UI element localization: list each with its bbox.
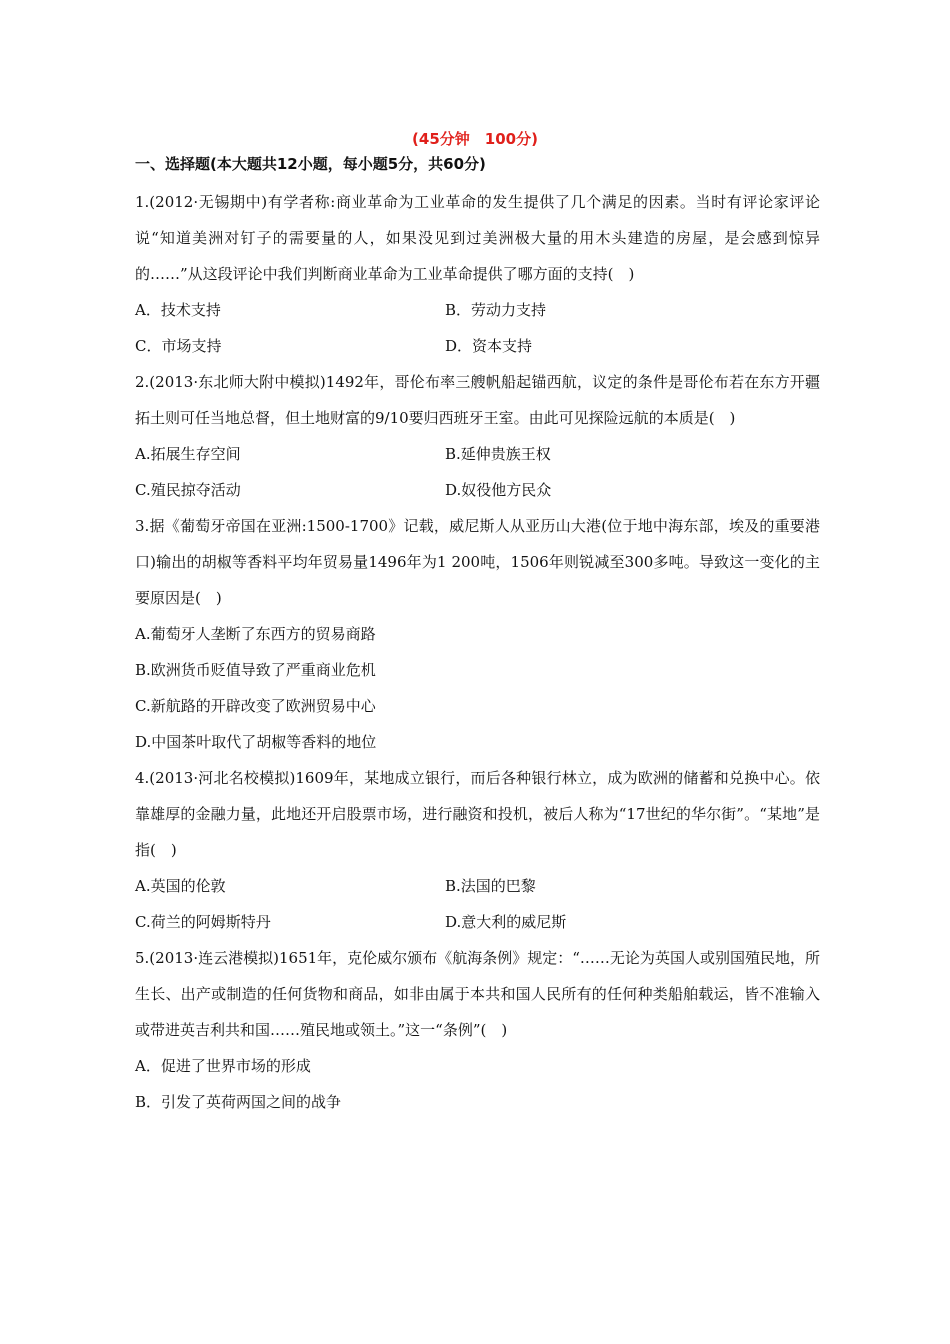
question-3 bbox=[135, 508, 820, 760]
option-c: C.荷兰的阿姆斯特丹 bbox=[135, 913, 271, 931]
option-c: C．市场支持 bbox=[135, 337, 222, 355]
question-options bbox=[135, 292, 820, 364]
option-a: A．技术支持 bbox=[135, 301, 221, 319]
option-a: A.英国的伦敦 bbox=[135, 877, 226, 895]
option-d: D．资本支持 bbox=[445, 337, 533, 355]
question-4 bbox=[135, 760, 820, 940]
question-options bbox=[135, 436, 820, 508]
question-options bbox=[135, 616, 820, 760]
question-1 bbox=[135, 184, 820, 364]
exam-time-score: (45分钟 100分) bbox=[412, 130, 538, 148]
question-options bbox=[135, 1048, 820, 1120]
option-b: B．劳动力支持 bbox=[445, 301, 547, 319]
question-stem: 1.(2012·无锡期中)有学者称:商业革命为工业革命的发生提供了几个满足的因素。当时有评论家评论说“知道美洲对钉子的需要量的人，如果没见到过美洲极大量的用木头建造的房屋，是会感到惊异的……”从这段评论中我们判断商业革命为工业革命提供了哪方面的支持( ) bbox=[135, 193, 820, 283]
option-b: B.法国的巴黎 bbox=[445, 877, 536, 895]
option-a: A.拓展生存空间 bbox=[135, 445, 241, 463]
option-c: C.新航路的开辟改变了欧洲贸易中心 bbox=[135, 697, 376, 715]
option-a: A．促进了世界市场的形成 bbox=[135, 1057, 311, 1075]
question-list bbox=[135, 184, 820, 1120]
question-5 bbox=[135, 940, 820, 1120]
section-heading: 一、选择题(本大题共12小题，每小题5分，共60分) bbox=[135, 155, 486, 173]
option-b: B.欧洲货币贬值导致了严重商业危机 bbox=[135, 661, 376, 679]
question-stem: 2.(2013·东北师大附中模拟)1492年，哥伦布率三艘帆船起锚西航，议定的条件是哥伦布若在东方开疆拓土则可任当地总督，但土地财富的9/10要归西班牙王室。由此可见探险远航的本质是( ) bbox=[135, 373, 820, 427]
question-stem: 3.据《葡萄牙帝国在亚洲:1500-1700》记载，威尼斯人从亚历山大港(位于地中海东部，埃及的重要港口)输出的胡椒等香料平均年贸易量1496年为1 200吨，1506年则锐减至300多吨。导致这一变化的主要原因是( ) bbox=[135, 517, 820, 607]
option-c: C.殖民掠夺活动 bbox=[135, 481, 241, 499]
option-b: B.延伸贵族王权 bbox=[445, 445, 551, 463]
question-2 bbox=[135, 364, 820, 508]
option-d: D.意大利的威尼斯 bbox=[445, 913, 567, 931]
option-d: D.奴役他方民众 bbox=[445, 481, 552, 499]
question-options bbox=[135, 868, 820, 940]
question-stem: 5.(2013·连云港模拟)1651年，克伦威尔颁布《航海条例》规定：“……无论为英国人或别国殖民地，所生长、出产或制造的任何货物和商品，如非由属于本共和国人民所有的任何种类船舶载运，皆不准输入或带进英吉利共和国……殖民地或领土。”这一“条例”( ) bbox=[135, 949, 820, 1039]
option-d: D.中国茶叶取代了胡椒等香料的地位 bbox=[135, 733, 377, 751]
option-a: A.葡萄牙人垄断了东西方的贸易商路 bbox=[135, 625, 376, 643]
question-stem: 4.(2013·河北名校模拟)1609年，某地成立银行，而后各种银行林立，成为欧洲的储蓄和兑换中心。依靠雄厚的金融力量，此地还开启股票市场，进行融资和投机，被后人称为“17世纪的华尔街”。“某地”是指( ) bbox=[135, 769, 820, 859]
option-b: B．引发了英荷两国之间的战争 bbox=[135, 1093, 342, 1111]
